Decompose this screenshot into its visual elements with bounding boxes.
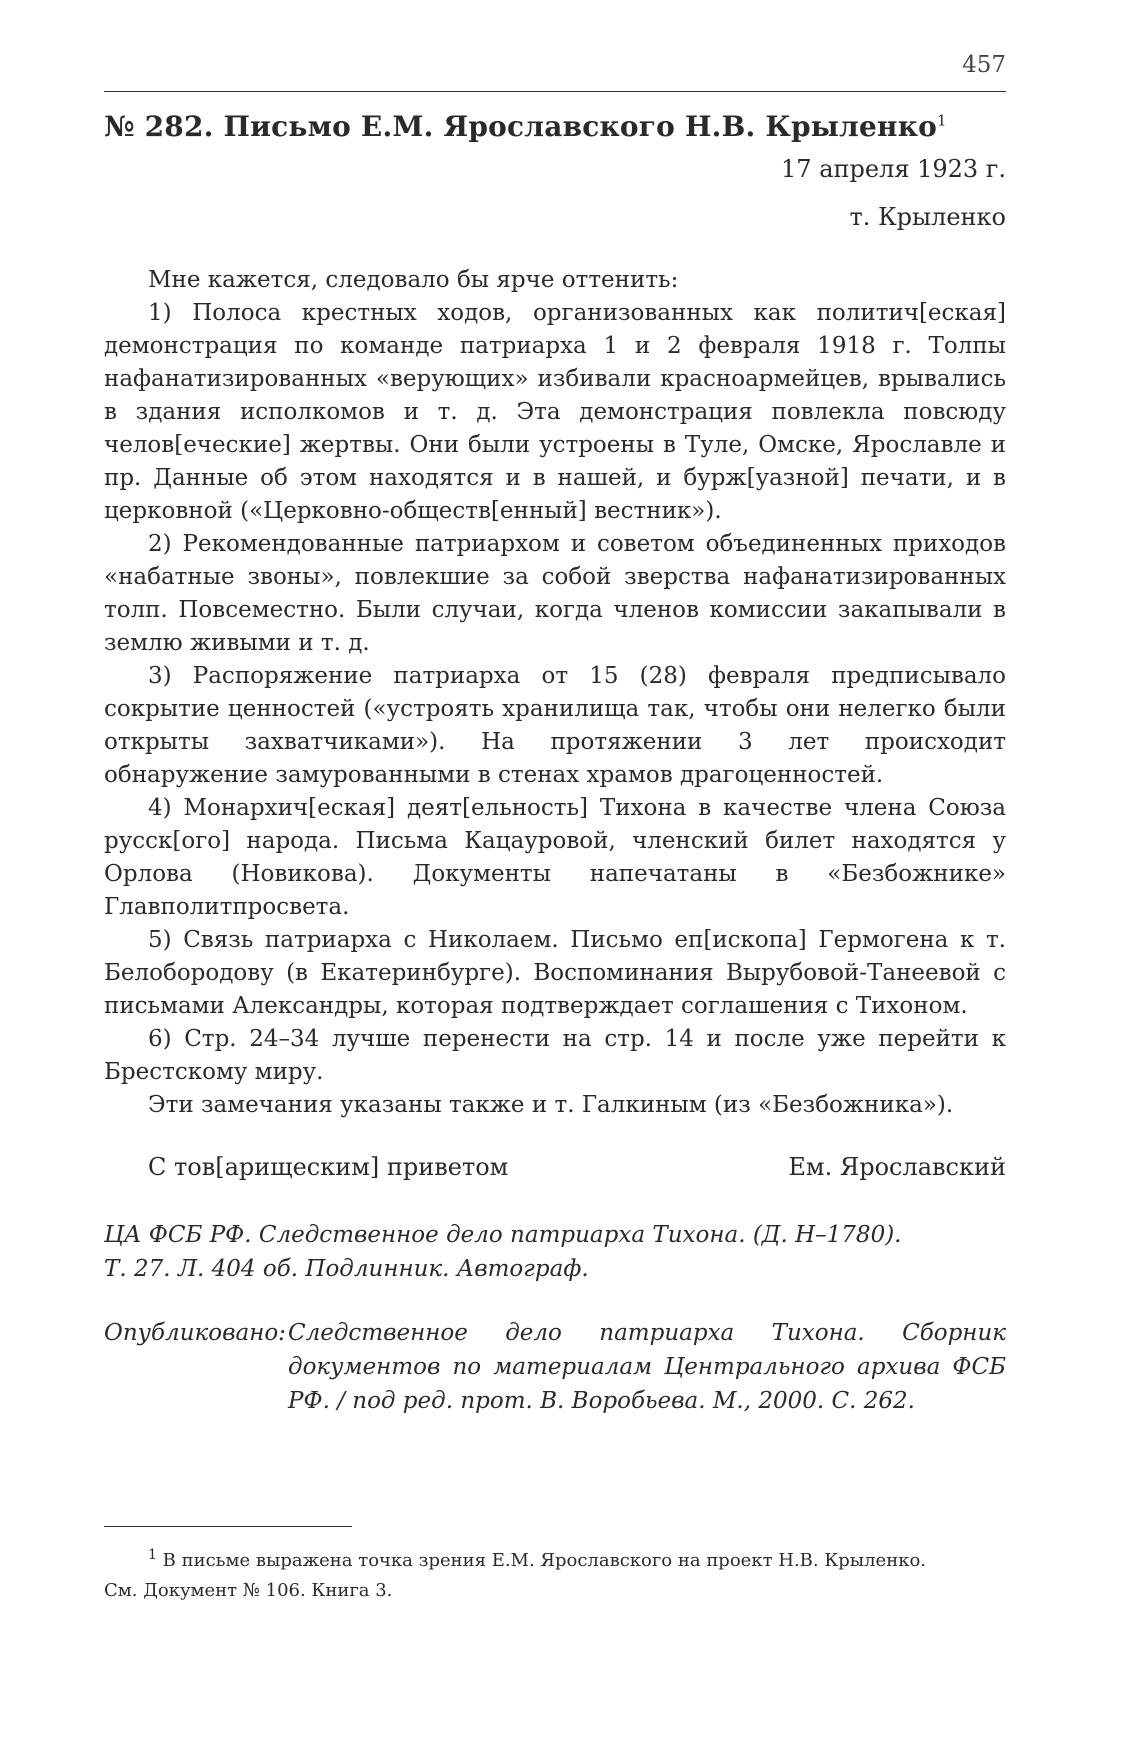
addressee: т. Крыленко xyxy=(849,203,1006,231)
paragraph-item-1: 1) Полоса крестных ходов, организованных как политич[еская] демонстрация по команде патриарха 1 и 2 февраля 1918 г. Толпы нафанатизированных «верующих» избивали красноармейцев, врывались в здания исполкомов и т. д. Эта демонстрация повлекла повсюду челов[еческие] жертвы. Они были устроены в Туле, Омске, Ярославле и пр. Данные об этом находятся и в нашей, и бурж[уазной] печати, и в церковной («Церковно-обществ[енный] вестник»). xyxy=(104,300,1006,524)
header-divider xyxy=(104,91,1006,92)
paragraph-item-4: 4) Монархич[еская] деят[ельность] Тихона в качестве члена Союза русск[ого] народа. Письма Кацауровой, членский билет находятся у Орлова (Новикова). Документы напечатаны в «Безбожнике» Главполитпросвета. xyxy=(104,795,1006,920)
paragraph-closing-note: Эти замечания указаны также и т. Галкиным (из «Безбожника»). xyxy=(148,1092,954,1118)
publication-note xyxy=(104,1316,1006,1418)
footnote-mark: 1 xyxy=(148,1547,157,1563)
publication-text: Следственное дело патриарха Тихона. Сборник документов по материалам Центрального архива ФСБ РФ. / под ред. прот. В. Воробьева. М., 2000. С. 262. xyxy=(288,1320,1006,1414)
signature: Ем. Ярославский xyxy=(788,1153,1006,1181)
page-number: 457 xyxy=(962,52,1006,78)
paragraph-item-6: 6) Стр. 24–34 лучше перенести на стр. 14 и после уже перейти к Брестскому миру. xyxy=(104,1026,1006,1085)
archive-reference-line-2: Т. 27. Л. 404 об. Подлинник. Автограф. xyxy=(104,1256,589,1282)
footnote xyxy=(104,1540,1006,1606)
document-title-text: № 282. Письмо Е.М. Ярославского Н.В. Крыленко xyxy=(104,110,938,143)
publication-label: Опубликовано: xyxy=(104,1320,286,1346)
title-footnote-mark[interactable]: 1 xyxy=(937,111,947,130)
paragraph-intro: Мне кажется, следовало бы ярче оттенить: xyxy=(148,267,679,293)
paragraph-item-2: 2) Рекомендованные патриархом и советом объединенных приходов «набатные звоны», повлекшие за собой зверства нафанатизированных толп. Повсеместно. Были случаи, когда членов комиссии закапывали в землю живыми и т. д. xyxy=(104,531,1006,656)
letter-body xyxy=(104,264,1006,1122)
document-title xyxy=(104,110,947,143)
footnote-divider xyxy=(104,1526,352,1527)
signoff: С тов[арищеским] приветом xyxy=(148,1153,509,1181)
footnote-line-1 xyxy=(104,1540,1006,1576)
document-date: 17 апреля 1923 г. xyxy=(781,155,1006,183)
archive-reference xyxy=(104,1218,1004,1286)
paragraph-item-5: 5) Связь патриарха с Николаем. Письмо еп[ископа] Гермогена к т. Белобородову (в Екатеринбурге). Воспоминания Вырубовой-Танеевой с письмами Александры, которая подтверждает соглашения с Тихоном. xyxy=(104,927,1006,1019)
archive-reference-line-1: ЦА ФСБ РФ. Следственное дело патриарха Тихона. (Д. Н–1780). xyxy=(104,1222,902,1248)
paragraph-item-3: 3) Распоряжение патриарха от 15 (28) февраля предписывало сокрытие ценностей («устроять хранилища так, чтобы они нелегко были открыты захватчиками»). На протяжении 3 лет происходит обнаружение замурованными в стенах храмов драгоценностей. xyxy=(104,663,1006,788)
footnote-line-2: См. Документ № 106. Книга 3. xyxy=(104,1580,393,1601)
footnote-text-1: В письме выражена точка зрения Е.М. Ярославского на проект Н.В. Крыленко. xyxy=(162,1550,927,1571)
